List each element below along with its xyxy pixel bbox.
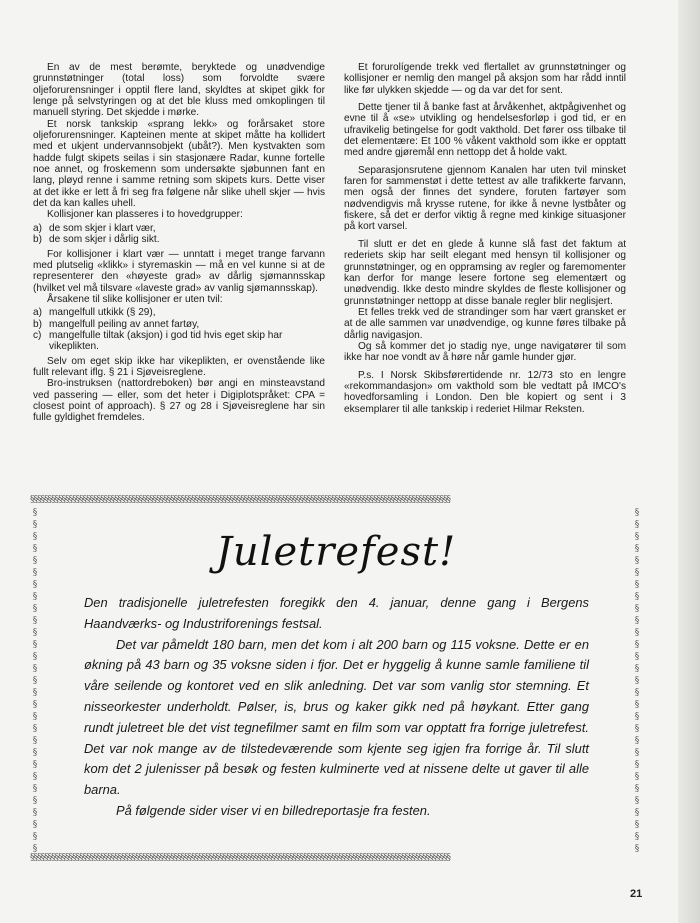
- ornamental-border-right: § § § § § § § § § § § § § § § § § § § § § § § § § § § § §: [634, 508, 640, 854]
- list-item: a) mangelfull utkikk (§ 29),: [33, 307, 156, 319]
- paragraph: Selv om eget skip ikke har vikeplikten, er ovenstående like fullt relevant iflg. § 21 i Sjøveisreglene.: [33, 355, 325, 378]
- list-item: b) mangelfull peiling av annet fartøy,: [33, 318, 200, 330]
- ornamental-border-left: § § § § § § § § § § § § § § § § § § § § § § § § § § § § §: [32, 508, 38, 854]
- paragraph: Den tradisjonelle juletrefesten foregikk den 4. januar, denne gang i Bergens Haandværks- og Industriforenings festsal.: [84, 595, 589, 631]
- paragraph: For kollisjoner i klart vær — unntatt i meget trange farvann med plutselig «klikk» i styremaskin — må en vel kunne si at de representerer den «høyeste grad» av dårlig sjømannsskap (hvilket vel må tilsvare «laveste grad» av vanlig sjømannsskap).: [33, 248, 325, 294]
- paragraph: Dette tjener til å banke fast at årvåkenhet, aktpågivenhet og evne til å «se» utvikling og hendelsesforløp i god tid, er en ufravikelig betingelse for godt vakthold. Det fører oss tilbake til det elementære: Et 100 % våkent vakthold som ikke er opptatt med andre gjøremål enn nettopp det å holde vakt.: [344, 102, 626, 159]
- ornamental-border-bottom: §§§§§§§§§§§§§§§§§§§§§§§§§§§§§§§§§§§§§§§§§§§§§§§§§§§§§§§§§§§§§§§§§§§§§§§§§§§§§§§§§§§§§§§§§§§§§§§§§§§§§§§§§§§§§§§§§§§§§§§§: [30, 853, 450, 863]
- paragraph: Et felles trekk ved de strandinger som har vært gransket er at de alle sammen var unødvendige, og kunne føres tilbake på dårlig navigasjon.: [344, 306, 626, 341]
- ornamental-border-top: §§§§§§§§§§§§§§§§§§§§§§§§§§§§§§§§§§§§§§§§§§§§§§§§§§§§§§§§§§§§§§§§§§§§§§§§§§§§§§§§§§§§§§§§§§§§§§§§§§§§§§§§§§§§§§§§§§§§§§§§: [30, 495, 450, 505]
- paragraph: Et forurolígende trekk ved flertallet av grunnstøtninger og kollisjoner er nemlig den mangel på aksjon som har rådd inntil like før ulykken skjedde — og da var det for sent.: [344, 62, 626, 96]
- paragraph: Et norsk tankskip «sprang lekk» og forårsaket store oljeforurensninger. Kapteinen mente at skipet måtte ha kollidert med et ukjent undervannsobjekt (ubåt?). Men kystvakten som hadde fulgt skipets seilas i sin stasjonære Radar, kunne fortelle noe annet, og froskemenn som undersøkte sjøbunnen fant en lang, pløyd renne i samme retning som skipets kurs. Dette viser at det ikke er lett å fri seg fra følgene når slike uhell skjer — hvis det da kan kalles uhell.: [33, 118, 325, 210]
- paragraph: Årsakene til slike kollisjoner er uten tvil:: [47, 293, 223, 305]
- juletrefest-box: [30, 495, 642, 867]
- paragraph: P.s. I Norsk Skibsførertidende nr. 12/73 sto en lengre «rekommandasjon» om vakthold som ble vedtatt på IMCO's hovedforsamling i London. Den ble kopiert og sent i 3 eksemplarer til alle tankskip i rederiet Hilmar Reksten.: [344, 369, 626, 415]
- page-edge: [678, 0, 700, 923]
- paragraph: På følgende sider viser vi en billedreportasje fra festen.: [116, 802, 431, 818]
- paragraph: En av de mest berømte, beryktede og unødvendige grunnstøtninger (total loss) som forvoldte svære oljeforurensninger i opptil flere land, skyldtes at skipet gikk for lenge på selvstyringen og at det ble kluss med omkoplingen til manuell styring. Det skjedde i mørke.: [33, 62, 325, 119]
- paragraph: Kollisjoner kan plasseres i to hovedgrupper:: [47, 209, 243, 221]
- right-column: [344, 62, 626, 415]
- list-item: a) de som skjer i klart vær,: [33, 222, 156, 234]
- page-number: 21: [630, 888, 643, 900]
- left-column: [33, 62, 325, 424]
- list-item: c) mangelfulle tiltak (aksjon) i god tid hvis eget skip har vikeplikten.: [33, 329, 283, 353]
- paragraph: Separasjonsrutene gjennom Kanalen har uten tvil minsket faren for sammenstøt i dette tettest av alle trafikkerte farvann, men også der finnes det syndere, foruten fartøyer som nødvendigvis må krysse rutene, for ikke å nevne lystbåter og fiskere, så det er derfor viktig å regne med kinkige situasjoner på kort varsel.: [344, 164, 626, 233]
- paragraph: Bro-instruksen (nattordreboken) bør angi en minsteavstand ved passering — eller, som det heter i Digiplotspråket: CPA = closest point of approach). § 27 og 28 i Sjøveisreglene har sin fulle gyldighet fremdeles.: [33, 378, 325, 424]
- list-item: b) de som skjer i dårlig sikt.: [33, 234, 160, 246]
- paragraph: Til slutt er det en glede å kunne slå fast det faktum at rederiets skip har seilt elegant med hensyn til kollisjoner og grunnstøtninger, og en oppramsing av regler og faremomenter kan derfor for mange lesere fortone seg elementært og unødvendig. Ikke desto mindre skyldes de fleste kollisjoner og grunnstøtninger nettopp at disse banale regler blir neglisjert.: [344, 238, 626, 307]
- paragraph: Og så kommer det jo stadig nye, unge navigatører til som ikke har noe vondt av å høre når gamle hunder gjør.: [344, 340, 626, 364]
- box-story: [84, 593, 589, 822]
- collision-groups-list: [33, 223, 325, 246]
- box-title: Juletrefest!: [215, 529, 457, 575]
- causes-list: [33, 307, 325, 352]
- paragraph: Det var påmeldt 180 barn, men det kom i alt 200 barn og 115 voksne. Dette er en økning på 43 barn og 35 voksne siden i fjor. Det er hyggelig å kunne samle familiene til våre seilende og kontoret ved en slik anledning. Det var som vanlig stor stemning. Et nisseorkester underholdt. Pølser, is, brus og kaker gikk ned på høykant. Etter gang rundt juletreet ble det vist tegnefilmer samt en film som var opptatt fra forrige juletrefest. Det var nok mange av de tilstedeværende som kjente seg igjen fra forrige år. Til slutt kom det 2 julenisser på besøk og festen kulminerte ved at nissene delte ut gaver til alle barna.: [84, 636, 589, 798]
